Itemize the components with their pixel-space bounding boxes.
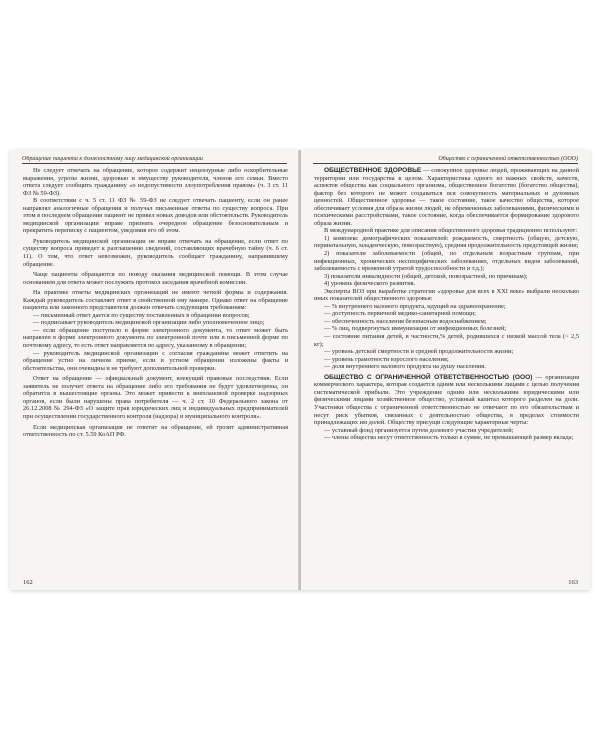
paragraph: В международной практике для описания общественного здоровья традиционно используют:	[324, 227, 578, 235]
term-definition: — организация коммерческого характера, которая создается одним или несколькими лицами с целью получения систематической прибыли. Это учреждение одним или несколькими юридическими или физическими лицами хозяйственное общество, уставный капитал которого разделен на доли. Участники общества с ограниченной ответственностью не отвечают по его обязательствам и несут риск убытков, связанных с деятельностью общества, в пределах стоимости принадлежащих им долей. Обществу присущи следующие характерные черты:	[314, 373, 579, 427]
paragraph: Чаще пациенты обращаются по поводу оказания медицинской помощи. В этом случае основанием для ответа может послужить протокол заседания врачебной комиссии.	[23, 271, 288, 286]
page-number-left: 162	[23, 579, 33, 586]
list-item: 4) уровень физического развития.	[324, 280, 416, 288]
list-item: — доступность первичной медико-санитарной помощи;	[324, 310, 476, 318]
list-item: — члены общества несут ответственность только в сумме, не превышающей размер вклада;	[324, 434, 574, 442]
list-item: 2) показатели заболеваемости (общей, по отдельным возрастным группам, при инфекционных, хронических неспецифических заболеваниях, отдельных видов заболеваний, заболеваемость с временной утратой трудоспособности и т.д.);	[314, 250, 579, 273]
paragraph: Эксперты ВОЗ при выработке стратегии «здоровье для всех в XXI веке» выбрали несколько иных показателей общественного здоровья:	[314, 287, 579, 303]
right-page	[301, 150, 590, 590]
list-item: — если обращение поступило в форме электронного документа, то ответ может быть направлен в форме электронного документа по электронной почте или в письменной форме по почтовому адресу, то есть ответ направляется по адресу, указанному в обращении;	[23, 326, 288, 350]
list-item: — подписывает руководитель медицинской организации либо уполномоченное лицо;	[33, 319, 265, 327]
list-item: — уставный фонд организуется путем долевого участия учредителей;	[324, 426, 514, 434]
list-item: — % лиц, подвергнутых иммунизации от инфекционных болезней;	[324, 325, 507, 333]
term-heading: ОБЩЕСТВО С ОГРАНИЧЕННОЙ ОТВЕТСТВЕННОСТЬЮ (ООО)	[324, 373, 533, 381]
list-item: — руководитель медицинской организации с согласия гражданина может ответить на обращение устно на личном приеме, если в устном обращении изложены факты и обстоятельства, они очевидны и не требуют дополнительной проверки.	[23, 349, 288, 372]
term-heading: ОБЩЕСТВЕННОЕ ЗДОРОВЬЕ	[324, 167, 422, 174]
list-item: — доля внутреннего валового продукта на душу населения.	[324, 363, 486, 371]
list-item: 1) комплекс демографических показателей: рождаемость, смертность (общую, детскую, перинатальную, младенческую, повозрастную), средняя продолжительность предстоящей жизни;	[314, 234, 579, 250]
paragraph: Не следует отвечать на обращение, которое содержит нецензурные либо оскорбительные выражения, угрозы жизни, здоровью и имуществу руководителя, членов его семьи. Вместо ответа следует сообщить гражданину «о недопустимости злоупотребления правом» (ч. 3 ст. 11 ФЗ № 59-ФЗ).	[23, 167, 288, 197]
running-header-left: Обращение пациента к должностному лицу медицинской организации	[22, 156, 287, 164]
definition-paragraph	[314, 374, 579, 427]
list-item: — % внутреннего валового продукта, идущий на здравоохранение;	[324, 302, 506, 310]
running-header-right: Общество с ограниченной ответственностью (ООО)	[313, 156, 578, 164]
paragraph: На практике ответы медицинских организаций не имеют четкой формы и содержания. Каждый руководитель составляет ответ в свойственной ему манере. Однако ответ на обращение пациента или законного представителя должен отвечать следующим требованиям:	[23, 289, 288, 312]
paragraph: Если медицинская организация не ответит на обращение, ей грозит административная ответственность по ст. 5.59 КоАП РФ.	[23, 423, 288, 439]
list-item: — состояние питания детей, в частности,% детей, родившихся с низкой массой тела (< 2,5 кг);	[314, 333, 579, 348]
list-item: — уровень детской смертности и средней продолжительности жизни;	[324, 348, 514, 356]
term-definition: — совокупное здоровье людей, проживающих на данной территории или государства в целом. Характеристика одного из важных свойств, качеств, аспектов общества как социального организма, общественное богатство (богатство общества), фактор без которого не может создаваться вся совокупность материальных и духовных ценностей. Общественное здоровье — такое состояние, такое качество общества, которое обеспечивает условия для образа жизни людей, не обремененных заболеваниями, физическими и психическими расстройствами, такое состояние, когда обеспечивается формирование здорового образа жизни.	[314, 167, 579, 227]
list-item: — письменный ответ дается по существу поставленных в обращении вопросов;	[33, 311, 250, 319]
page-number-right: 163	[568, 579, 578, 586]
left-page	[10, 150, 299, 590]
paragraph: В соответствии с ч. 5 ст. 11 ФЗ № 59-ФЗ не следует отвечать пациенту, если он ранее направлял аналогичные обращения и получал письменные ответы по существу вопроса. При этом в последнем обращении пациент не привел новых доводов или обстоятельств. Руководитель медицинской организации вправе признать очередное обращение безосновательным и прекратить переписку с пациентом, уведомив его об этом.	[23, 197, 288, 235]
right-page-body	[314, 167, 579, 442]
list-item: — обеспеченность населения безопасным водоснабжением;	[324, 317, 487, 325]
book-spread	[10, 150, 590, 590]
left-page-body	[23, 167, 288, 439]
definition-paragraph	[314, 167, 579, 227]
list-item: — уровень грамотности взрослого населения;	[324, 355, 449, 363]
list-item: 3) показатели инвалидности (общей, детской, повозрастной, по причинам);	[324, 272, 528, 280]
paragraph: Руководитель медицинской организации не вправе отвечать на обращение, если ответ по существу вопроса приведет к разглашению сведений, составляющих врачебную тайну (ч. 6 ст. 11). О том, что ответ невозможен, руководитель сообщает гражданину, направившему обращение.	[23, 237, 288, 268]
paragraph: Ответ на обращение — официальный документ, влекущий правовые последствия. Если заявитель не получит ответа на обращение либо его требования не будут удовлетворены, он обратится в вышестоящие органы. Это может привести к внеплановой проверке надзорных органов, если были нарушены права потребителя — ч. 2 ст. 10 Федерального закона от 26.12.2008 № 294-ФЗ «О защите прав юридических лиц и индивидуальных предпринимателей при осуществлении государственного контроля (надзора) и муниципального контроля».	[23, 375, 288, 420]
